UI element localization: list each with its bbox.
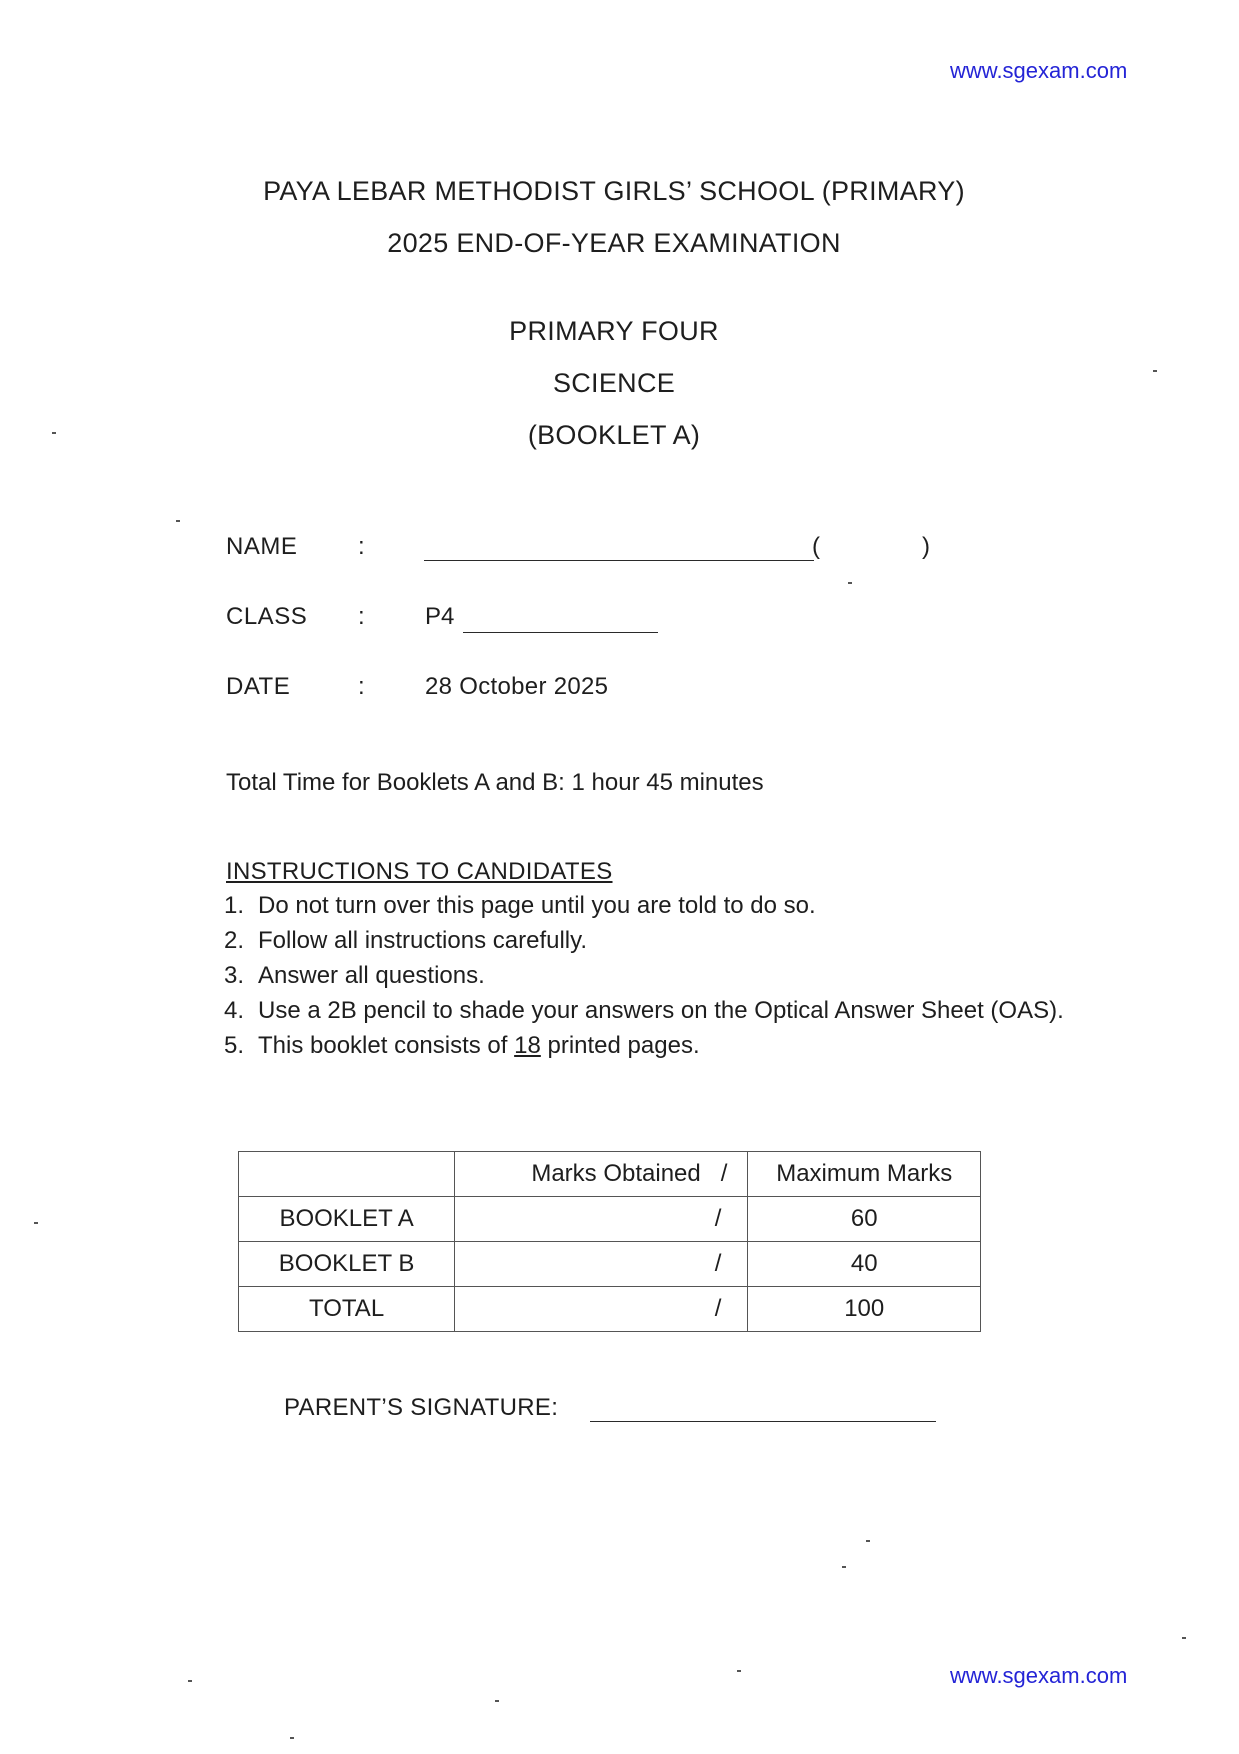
table-row	[239, 1287, 981, 1332]
scan-speck	[188, 1680, 192, 1682]
scan-speck	[176, 520, 180, 522]
date-value: 28 October 2025	[425, 673, 609, 700]
class-colon: :	[358, 603, 365, 630]
list-item	[224, 888, 1084, 923]
level-title: PRIMARY FOUR	[509, 316, 719, 346]
row-slash: /	[714, 1250, 722, 1277]
register-number-open-paren: (	[812, 533, 820, 560]
school-name: PAYA LEBAR METHODIST GIRLS’ SCHOOL (PRIMARY)	[263, 176, 965, 206]
instructions-list	[224, 888, 1084, 1063]
item-number: 1.	[224, 892, 245, 919]
parent-signature-label: PARENT’S SIGNATURE:	[284, 1394, 559, 1421]
item-number: 5.	[224, 1032, 245, 1059]
table-header-row	[239, 1152, 981, 1197]
name-input-line[interactable]	[424, 560, 814, 561]
list-item	[224, 993, 1084, 1028]
max-marks-cell: 100	[748, 1287, 981, 1332]
scan-speck	[290, 1737, 294, 1739]
parent-signature-line[interactable]	[590, 1421, 936, 1422]
scan-speck	[848, 582, 852, 584]
watermark-link-bottom[interactable]: www.sgexam.com	[950, 1663, 1128, 1688]
list-item	[224, 923, 1084, 958]
item-number: 2.	[224, 927, 245, 954]
scan-speck	[495, 1700, 499, 1702]
scan-speck	[1153, 370, 1157, 372]
scan-speck	[52, 432, 56, 434]
item-text: Use a 2B pencil to shade your answers on the Optical Answer Sheet (OAS).	[258, 997, 1064, 1024]
total-time-label: Total Time for Booklets A and B:	[226, 769, 572, 796]
max-marks-cell: 60	[748, 1197, 981, 1242]
total-time-value: 1 hour 45 minutes	[571, 769, 764, 796]
item-text-after: printed pages.	[540, 1032, 700, 1059]
marks-obtained-cell[interactable]	[455, 1197, 748, 1242]
total-time	[226, 769, 764, 797]
item-number: 4.	[224, 997, 245, 1024]
class-input-line[interactable]	[463, 632, 658, 633]
table-row	[239, 1242, 981, 1287]
list-item	[224, 958, 1084, 993]
item-text: Answer all questions.	[258, 962, 485, 989]
class-value: P4	[425, 603, 455, 630]
instructions-title: INSTRUCTIONS TO CANDIDATES	[226, 858, 613, 885]
class-label: CLASS	[226, 603, 308, 630]
watermark-link-top[interactable]: www.sgexam.com	[950, 58, 1128, 83]
scan-speck	[34, 1222, 38, 1224]
name-colon: :	[358, 533, 365, 560]
marks-obtained-cell[interactable]	[455, 1242, 748, 1287]
name-label: NAME	[226, 533, 298, 560]
row-label: BOOKLET A	[239, 1197, 455, 1242]
item-text	[258, 1028, 700, 1063]
item-text: Do not turn over this page until you are told to do so.	[258, 892, 816, 919]
item-number: 3.	[224, 962, 245, 989]
scan-speck	[737, 1670, 741, 1672]
list-item	[224, 1028, 1084, 1063]
header-maximum-marks: Maximum Marks	[748, 1152, 981, 1197]
header-slash: /	[720, 1160, 728, 1187]
register-number-close-paren: )	[922, 533, 930, 560]
exam-title: 2025 END-OF-YEAR EXAMINATION	[387, 228, 841, 258]
max-marks-cell: 40	[748, 1242, 981, 1287]
scan-speck	[866, 1540, 870, 1542]
header-cell-blank	[239, 1152, 455, 1197]
subject-title: SCIENCE	[552, 368, 676, 398]
table-row	[239, 1197, 981, 1242]
scan-speck	[1182, 1637, 1186, 1639]
row-label: TOTAL	[239, 1287, 455, 1332]
marks-table	[238, 1151, 981, 1332]
page-count: 18	[514, 1032, 541, 1059]
item-text-before: This booklet consists of	[258, 1032, 515, 1059]
header-marks-obtained	[455, 1152, 748, 1197]
date-label: DATE	[226, 673, 291, 700]
marks-obtained-label: Marks Obtained	[531, 1160, 701, 1187]
scan-speck	[842, 1566, 846, 1568]
row-slash: /	[714, 1295, 722, 1322]
row-slash: /	[714, 1205, 722, 1232]
row-label: BOOKLET B	[239, 1242, 455, 1287]
date-colon: :	[358, 673, 365, 700]
item-text: Follow all instructions carefully.	[258, 927, 588, 954]
booklet-title: (BOOKLET A)	[527, 420, 701, 450]
marks-obtained-cell[interactable]	[455, 1287, 748, 1332]
